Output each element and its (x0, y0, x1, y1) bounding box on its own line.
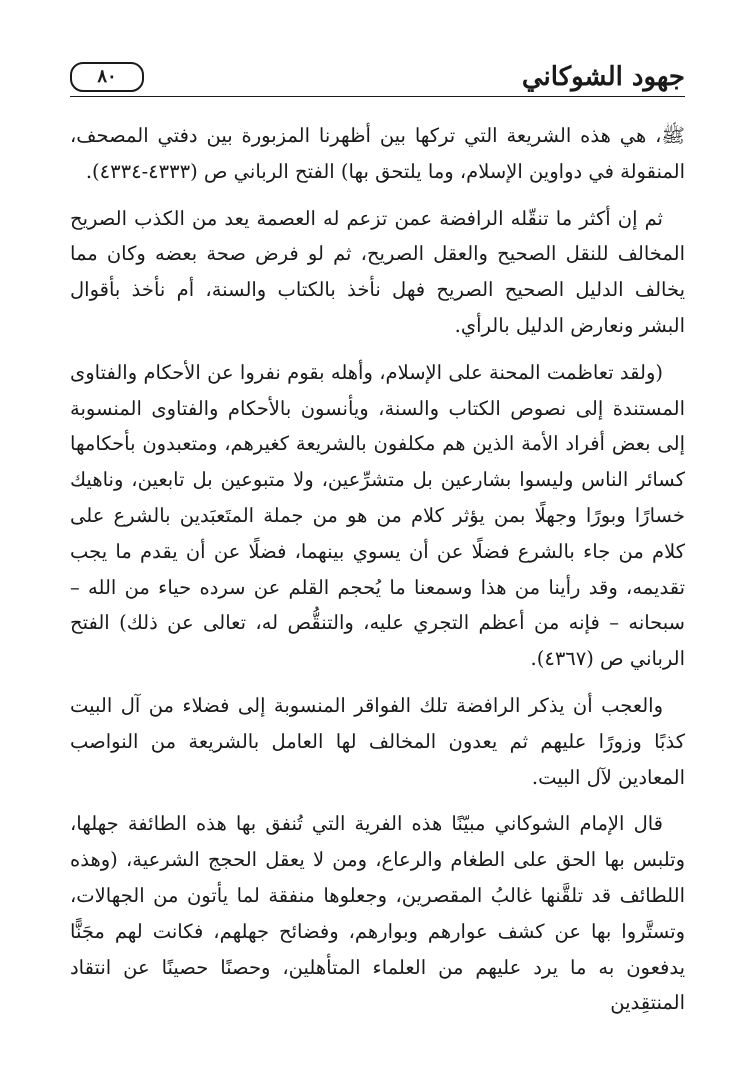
page-number: ٨٠ (70, 62, 144, 92)
paragraph-3: (ولقد تعاظمت المحنة على الإسلام، وأهله بقوم نفروا عن الأحكام والفتاوى المستندة إلى نصوص الكتاب والسنة، ويأنسون بالأحكام والفتاوى المنسوبة إلى بعض أفراد الأمة الذين هم مكلفون بالشريعة كغيرهم، ومتعبدون بأحكامها كسائر الناس وليسوا بشارعين بل متشرِّعين، ولا متبوعين بل تابعين، وناهيك خسارًا وبورًا وجهلًا بمن يؤثر كلام من هو من جملة المتَعبَدين بالشرع على كلام من جاء بالشرع فضلًا عن أن يسوي بينهما، فضلًا عن أن يقدم ما يجب تقديمه، وقد رأينا من هذا وسمعنا ما يُحجم القلم عن سرده حياء من الله – سبحانه – فإنه من أعظم التجري عليه، والتنقُّص له، تعالى عن ذلك) الفتح الرباني ص (٤٣٦٧). (70, 360, 685, 671)
paragraph-1: ﷺ، هي هذه الشريعة التي تركها بين أظهرنا المزبورة بين دفتي المصحف، المنقولة في دواوين الإسلام، وما يلتحق بها) الفتح الرباني ص (٤٣٣٣-٤٣٣٤). (70, 124, 685, 183)
paragraph-2: ثم إن أكثر ما تنقّله الرافضة عمن تزعم له العصمة يعد من الكذب الصريح المخالف للنقل الصحيح والعقل الصريح، ثم لو فرض صحة بعضه وكان مما يخالف الدليل الصحيح الصريح فهل نأخذ بالكتاب والسنة، أم نأخذ بأقوال البشر ونعارض الدليل بالرأي. (70, 206, 685, 337)
paragraph-5: قال الإمام الشوكاني مبيّنًا هذه الفرية التي تُنفق بها هذه الطائفة جهلها، وتلبس بها الحق على الطغام والرعاع، ومن لا يعقل الحجج الشرعية، (وهذه اللطائف قد تلقَّنها غالبُ المقصرين، وجعلوها منفقة لما يأتون من الجهالات، وتستَّروا بها عن كشف عوارهم وبوارهم، وفضائح جهلهم، فكانت لهم مجَنًّا يدفعون به ما يرد عليهم من العلماء المتأهلين، وحصنًا حصينًا عن انتقاد المنتقِدين (70, 812, 685, 1015)
page-header (70, 60, 685, 100)
paragraph-4: والعجب أن يذكر الرافضة تلك الفواقر المنسوبة إلى فضلاء من آل البيت كذبًا وزورًا عليهم ثم يعدون المخالف لها العامل بالشريعة من النواصب المعادين لآل البيت. (70, 693, 685, 789)
body-text (70, 118, 685, 1032)
header-divider (70, 96, 685, 97)
running-title: جهود الشوكاني (521, 62, 685, 92)
